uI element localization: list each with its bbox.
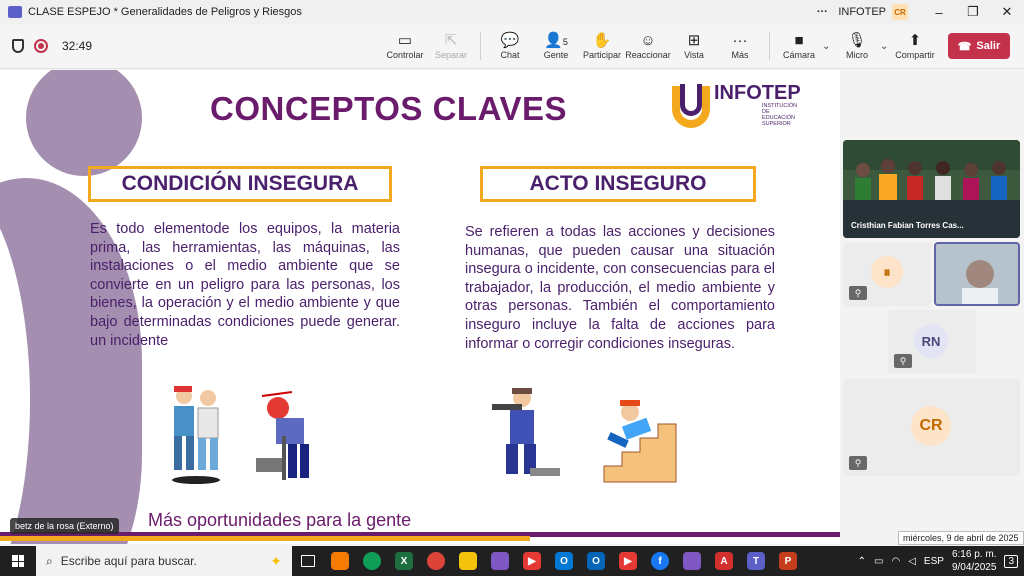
screen-icon: ▭ (397, 32, 413, 49)
divider (769, 32, 770, 60)
date-tooltip: miércoles, 9 de abril de 2025 (898, 531, 1024, 545)
restore-button[interactable]: ❐ (967, 4, 979, 19)
more-options-button[interactable]: ··· (816, 6, 828, 18)
minimize-button[interactable]: – (935, 4, 943, 20)
popout-icon: ⇱ (444, 32, 458, 49)
ellipsis-icon: ··· (732, 32, 748, 49)
taskbar (0, 546, 1024, 576)
slide-footer: Más oportunidades para la gente (148, 510, 412, 530)
teams-taskbar-icon[interactable]: T (740, 546, 772, 576)
people-icon: 👤5 (544, 32, 568, 49)
recording-icon (34, 39, 48, 53)
participant-tile-paused[interactable] (843, 242, 931, 306)
popout-button[interactable]: ⇱ Separar (434, 32, 468, 60)
meeting-toolbar (0, 24, 1024, 69)
driller-clipart (488, 382, 568, 490)
people-count: 5 (562, 37, 568, 47)
logo-icon (668, 80, 714, 130)
meeting-timer: 32:49 (62, 39, 93, 53)
share-button[interactable]: ⬆ Compartir (895, 32, 935, 60)
camera-button[interactable]: ■ Cámara (782, 32, 815, 60)
search-icon: ⌕ (46, 553, 53, 568)
right-heading: ACTO INSEGURO (480, 166, 756, 202)
participant-tile-rn[interactable] (888, 310, 976, 374)
avatar: RN (914, 324, 948, 358)
left-paragraph: Es todo elementode los equipos, la materia prima, las herramientas, las máquinas, las instalaciones o el medio ambiente que se convierte en un peligro para las personas, los bienes, la operación y el medio ambiente y que bajo determinadas condiciones puede generar. un incidente (90, 221, 400, 349)
smiley-icon: ☺ (640, 32, 656, 49)
task-view-icon[interactable] (292, 546, 324, 576)
acrobat-icon[interactable]: A (708, 546, 740, 576)
camera-off-icon: ■ (794, 32, 804, 49)
language-indicator[interactable]: ESP (923, 555, 944, 567)
shared-screen (0, 70, 840, 544)
react-button[interactable]: ☺ Reaccionar (625, 32, 671, 60)
app-purple-icon[interactable] (484, 546, 516, 576)
participant-name: Cristhian Fabian Torres Cas... (851, 221, 964, 230)
youtube-icon-2[interactable]: ▶ (612, 546, 644, 576)
workers-clipart (160, 382, 230, 486)
mic-off-icon: ⚲ (849, 286, 867, 300)
edge-icon[interactable] (356, 546, 388, 576)
slide-title: CONCEPTOS CLAVES (210, 90, 567, 127)
mic-options-chevron-icon[interactable]: ⌄ (880, 40, 889, 52)
camera-options-chevron-icon[interactable]: ⌄ (822, 40, 831, 52)
windows-icon (12, 555, 24, 567)
shield-icon (12, 39, 24, 53)
mic-off-icon: ⚲ (849, 456, 867, 470)
control-button[interactable]: ▭ Controlar (386, 32, 424, 60)
phone-icon: ☎ (957, 40, 972, 53)
participant-tile-cr[interactable] (843, 378, 1020, 476)
chevron-up-icon[interactable]: ⌃ (857, 555, 867, 567)
chat-icon: 💬 (500, 32, 520, 49)
paused-icon: ⏸ (871, 256, 903, 288)
footer-bar-orange (0, 536, 530, 541)
file-explorer-icon[interactable] (452, 546, 484, 576)
notifications-icon[interactable]: 3 (1004, 555, 1018, 568)
wifi-icon[interactable]: ◠ (891, 555, 901, 567)
window-title: CLASE ESPEJO * Generalidades de Peligros y Riesgos (28, 6, 302, 18)
clock[interactable]: 6:16 p. m. 9/04/2025 (951, 549, 997, 573)
mic-off-icon: 🎙 (847, 32, 867, 49)
view-button[interactable]: ⊞ Vista (684, 32, 704, 60)
presenter-name: betz de la rosa (Externo) (10, 518, 119, 534)
system-tray (858, 548, 1024, 574)
infotep-logo: INFOTEP INSTITUCIÓN DE EDUCACIÓN SUPERIOR (668, 80, 802, 130)
hand-icon: ✋ (592, 32, 612, 49)
divider (480, 32, 481, 60)
more-button[interactable]: ··· Más (731, 32, 749, 60)
speaker-video (936, 244, 1020, 306)
left-heading: CONDICIÓN INSEGURA (88, 166, 392, 202)
mic-off-icon: ⚲ (894, 354, 912, 368)
grid-icon: ⊞ (687, 32, 701, 49)
participants-panel (840, 70, 1024, 544)
battery-icon[interactable]: ▭ (874, 555, 884, 567)
share-icon: ⬆ (908, 32, 922, 49)
volume-icon[interactable]: ◁ (908, 555, 916, 567)
people-button[interactable]: 👤5 Gente (543, 32, 569, 60)
youtube-icon[interactable]: ▶ (516, 546, 548, 576)
outlook-icon[interactable]: O (548, 546, 580, 576)
user-avatar[interactable]: CR (892, 4, 908, 20)
outlook-icon-2[interactable]: O (580, 546, 612, 576)
chrome-icon[interactable] (420, 546, 452, 576)
stairs-fall-clipart (596, 390, 690, 486)
sparkle-icon: ✦ (270, 552, 282, 569)
powerpoint-icon[interactable]: P (772, 546, 804, 576)
teams-icon (8, 6, 22, 18)
participant-tile-speaker[interactable] (934, 242, 1020, 306)
windows-start-button[interactable] (0, 546, 36, 576)
org-name: INFOTEP (838, 6, 886, 18)
participant-tile-video[interactable] (843, 140, 1020, 238)
taskbar-search[interactable]: ⌕ Escribe aquí para buscar. ✦ (36, 546, 292, 576)
title-bar (0, 0, 1024, 24)
injured-worker-clipart (252, 388, 332, 488)
facebook-icon[interactable]: f (644, 546, 676, 576)
chat-button[interactable]: 💬 Chat (500, 32, 520, 60)
right-paragraph: Se refieren a todas las acciones y decisiones humanas, que pueden causar una situación insegura o incidente, con consecuencias para el trabajador, la producción, el medio ambiente y otras personas. También el comportamiento inseguro incluye la falta de acciones para informar o corregir condiciones inseguras. (465, 224, 775, 352)
app-purple-icon-2[interactable] (676, 546, 708, 576)
app-orange-icon[interactable] (324, 546, 356, 576)
avatar: CR (911, 406, 951, 446)
mic-button[interactable]: 🎙 Micro (846, 32, 868, 60)
excel-icon[interactable]: X (388, 546, 420, 576)
decor-circle (26, 70, 142, 176)
close-button[interactable]: ✕ (1001, 4, 1013, 19)
raise-hand-button[interactable]: ✋ Participar (582, 32, 621, 60)
leave-button[interactable]: ☎ Salir (948, 33, 1010, 59)
